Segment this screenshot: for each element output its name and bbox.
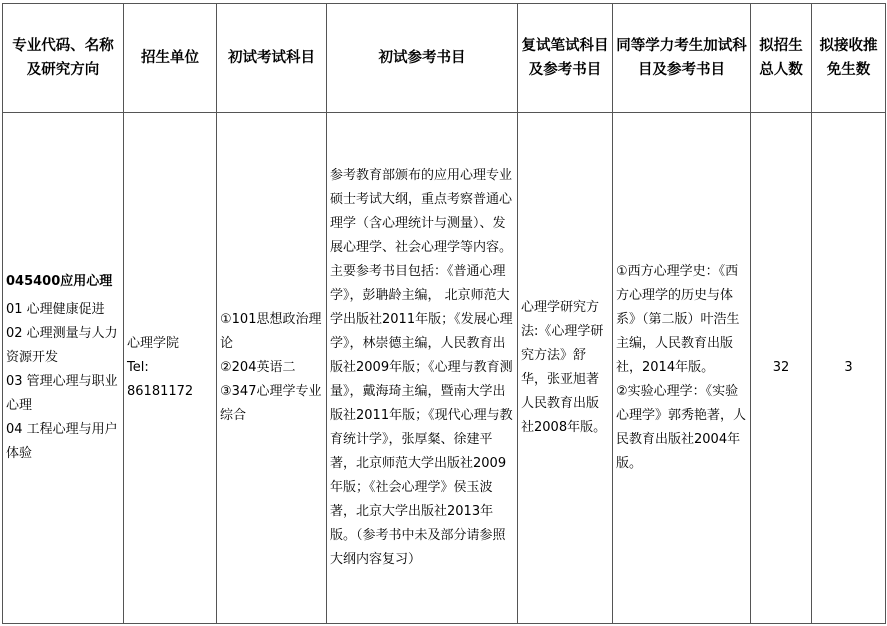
equiv-book-item: ①西方心理学史：《西方心理学的历史与体系》（第二版）叶浩生主编，人民教育出版社，2014年版。 [616, 264, 740, 375]
subjects-cell [217, 113, 327, 624]
retest-books-cell: 心理学研究方法:《心理学研究方法》舒华，张亚旭著 人民教育出版社2008年版。 [518, 113, 613, 624]
exempt-value: 3 [812, 113, 886, 624]
subject-item: ①101思想政治理论 [220, 312, 322, 351]
subject-item: ②204英语二 [220, 360, 296, 375]
major-title: 045400应用心理 [6, 274, 113, 289]
admissions-table [2, 3, 886, 624]
direction-item: 03 管理心理与职业心理 [6, 374, 118, 413]
unit-cell [124, 113, 217, 624]
header-exam-subjects: 初试考试科目 [217, 4, 327, 113]
unit-name: 心理学院 [127, 336, 180, 351]
quota-value: 32 [751, 113, 812, 624]
equiv-book-item: ②实验心理学：《实验心理学》郭秀艳著，人民教育出版社2004年版。 [616, 384, 747, 471]
header-quota: 拟招生总人数 [751, 4, 812, 113]
equiv-books-cell [613, 113, 751, 624]
header-major: 专业代码、名称及研究方向 [3, 4, 124, 113]
header-retest-books: 复试笔试科目及参考书目 [518, 4, 613, 113]
header-exempt: 拟接收推免生数 [812, 4, 886, 113]
direction-item: 01 心理健康促进 [6, 302, 105, 317]
prelim-books-cell: 参考教育部颁布的应用心理专业硕士考试大纲，重点考察普通心理学（含心理统计与测量）、发展心理学、社会心理学等内容。主要参考书目包括：《普通心理学》，彭聃龄主编， 北京师范大学出版社2011年版；《发展心理学》，林崇德主编，人民教育出版社2009年版；《心理与教育测量》，戴海琦主编，暨南大学出版社2011年版；《现代心理与教育统计学》，张厚粲、徐建平著，北京师范大学出版社2009年版；《社会心理学》侯玉波著，北京大学出版社2013年版。（参考书中未及部分请参照大纲内容复习） [327, 113, 518, 624]
header-prelim-books: 初试参考书目 [327, 4, 518, 113]
header-equiv-books: 同等学力考生加试科目及参考书目 [613, 4, 751, 113]
subject-item: ③347心理学专业综合 [220, 384, 322, 423]
direction-item: 04 工程心理与用户体验 [6, 422, 118, 461]
unit-tel: Tel: 86181172 [127, 360, 194, 399]
header-row [3, 4, 886, 113]
header-unit: 招生单位 [124, 4, 217, 113]
table-row [3, 113, 886, 624]
direction-item: 02 心理测量与人力资源开发 [6, 326, 118, 365]
major-cell [3, 113, 124, 624]
